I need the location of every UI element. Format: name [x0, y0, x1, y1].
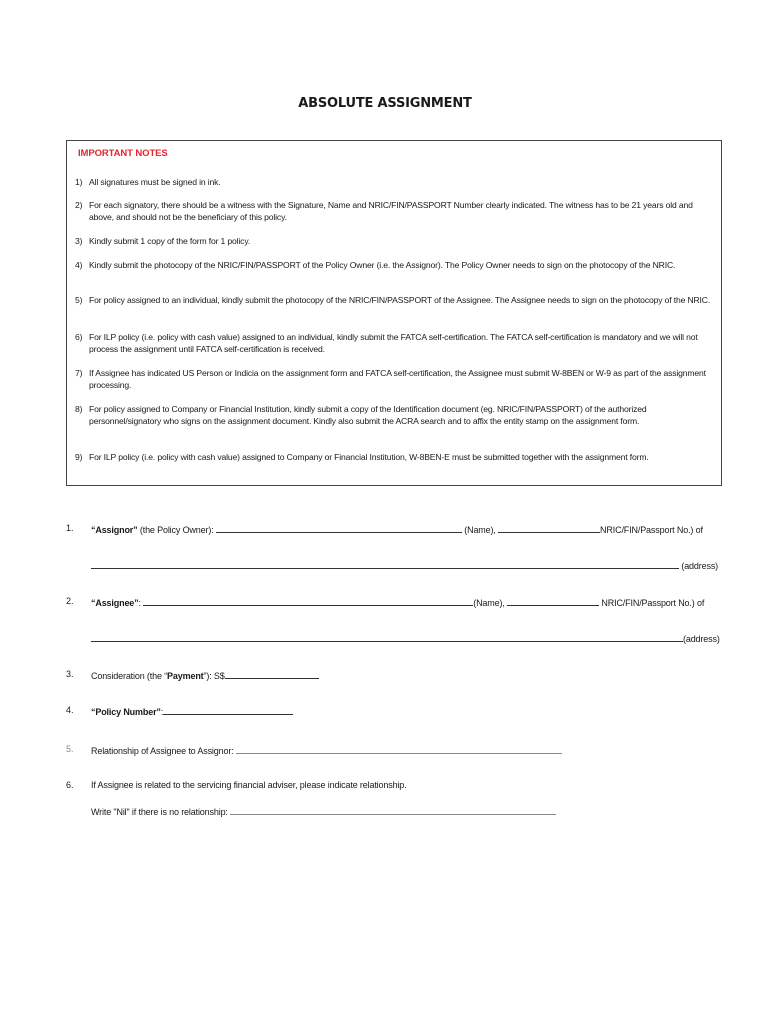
address-label: (address): [683, 634, 720, 644]
assignor-id-field[interactable]: [498, 523, 600, 533]
note-number: 8): [75, 404, 83, 414]
assignee-id-field[interactable]: [507, 596, 599, 606]
item-number: 6.: [66, 780, 74, 790]
relationship-label: Relationship of Assignee to Assignor:: [91, 746, 236, 756]
notes-heading: IMPORTANT NOTES: [78, 148, 168, 159]
id-label: NRIC/FIN/Passport No.) of: [600, 525, 703, 535]
payment-label: Payment: [167, 671, 204, 681]
note-number: 7): [75, 368, 83, 378]
note-number: 2): [75, 200, 83, 210]
name-label: (Name),: [473, 598, 508, 608]
policy-number-row: [91, 705, 293, 717]
assignee-label: “Assignee”: [91, 598, 139, 608]
adviser-relationship-label: Write "Nil" if there is no relationship:: [91, 807, 231, 817]
assignor-address-field[interactable]: [91, 559, 679, 569]
note-item: [75, 259, 715, 271]
note-item: [75, 176, 715, 188]
page-title: ABSOLUTE ASSIGNMENT: [298, 96, 472, 111]
note-number: 9): [75, 452, 83, 462]
payment-pre: Consideration (the “: [91, 671, 168, 681]
note-item: [75, 294, 715, 306]
assignee-desc: :: [138, 598, 144, 608]
adviser-relationship-text: If Assignee is related to the servicing financial adviser, please indicate relationship.: [91, 780, 407, 790]
name-label: (Name),: [461, 525, 499, 535]
item-number: 2.: [66, 596, 74, 606]
note-number: 5): [75, 295, 83, 305]
note-text: For ILP policy (i.e. policy with cash value) assigned to an individual, kindly submit the FATCA self-certification. The FATCA self-certification is mandatory and we will not process the assignment until FATCA self-certification is received.: [89, 332, 698, 354]
important-notes-box: [66, 140, 722, 486]
assignee-address-row: [91, 632, 720, 644]
note-item: [75, 403, 715, 427]
payment-post: ”): S$: [203, 671, 225, 681]
note-text: Kindly submit 1 copy of the form for 1 policy.: [89, 236, 251, 246]
note-text: All signatures must be signed in ink.: [89, 177, 221, 187]
assignor-address-row: [91, 559, 718, 571]
payment-field[interactable]: [225, 669, 319, 679]
policy-number-label: “Policy Number”: [91, 707, 161, 717]
note-text: Kindly submit the photocopy of the NRIC/FIN/PASSPORT of the Policy Owner (i.e. the Assignor). The Policy Owner needs to sign on the photocopy of the NRIC.: [89, 260, 676, 270]
assignee-name-field[interactable]: [143, 596, 473, 606]
note-text: For policy assigned to Company or Financial Institution, kindly submit a copy of the Identification document (eg. NRIC/FIN/PASSPORT) of the authorized personnel/signatory who signs on the assignment document. Kindly also submit the ACRA search and to affix the entity stamp on the assignment form.: [89, 404, 647, 426]
note-number: 1): [75, 177, 83, 187]
payment-row: [91, 669, 319, 681]
note-number: 4): [75, 260, 83, 270]
policy-number-colon: :: [160, 707, 164, 717]
note-text: For policy assigned to an individual, kindly submit the photocopy of the NRIC/FIN/PASSPORT of the Assignee. The Assignee needs to sign on the photocopy of the NRIC.: [89, 295, 711, 305]
assignee-address-field[interactable]: [91, 632, 683, 642]
assignee-row: [91, 596, 704, 608]
note-number: 3): [75, 236, 83, 246]
note-item: [75, 367, 715, 391]
adviser-relationship-field[interactable]: [230, 805, 556, 815]
address-label: (address): [679, 561, 719, 571]
relationship-field[interactable]: [236, 744, 562, 754]
assignor-desc: (the Policy Owner):: [137, 525, 216, 535]
assignor-name-field[interactable]: [216, 523, 462, 533]
adviser-relationship-row: [91, 805, 556, 817]
note-item: [75, 235, 715, 247]
item-number: 5.: [66, 744, 74, 754]
relationship-row: [91, 744, 562, 756]
note-item: [75, 199, 715, 223]
id-label: NRIC/FIN/Passport No.) of: [599, 598, 705, 608]
policy-number-field[interactable]: [160, 705, 293, 717]
item-number: 1.: [66, 523, 74, 533]
note-item: [75, 331, 715, 355]
item-number: 4.: [66, 705, 74, 715]
note-text: If Assignee has indicated US Person or Indicia on the assignment form and FATCA self-certification, the Assignee must submit W-8BEN or W-9 as part of the assignment processing.: [89, 368, 706, 390]
item-number: 3.: [66, 669, 74, 679]
note-number: 6): [75, 332, 83, 342]
note-text: For each signatory, there should be a witness with the Signature, Name and NRIC/FIN/PASSPORT Number clearly indicated. The witness has to be 21 years old and above, and should not be the beneficiary of this policy.: [89, 200, 693, 222]
assignor-label: “Assignor”: [91, 525, 138, 535]
assignor-row: [91, 523, 703, 535]
note-item: [75, 451, 715, 463]
note-text: For ILP policy (i.e. policy with cash value) assigned to Company or Financial Institution, W-8BEN-E must be submitted together with the assignment form.: [89, 452, 649, 462]
